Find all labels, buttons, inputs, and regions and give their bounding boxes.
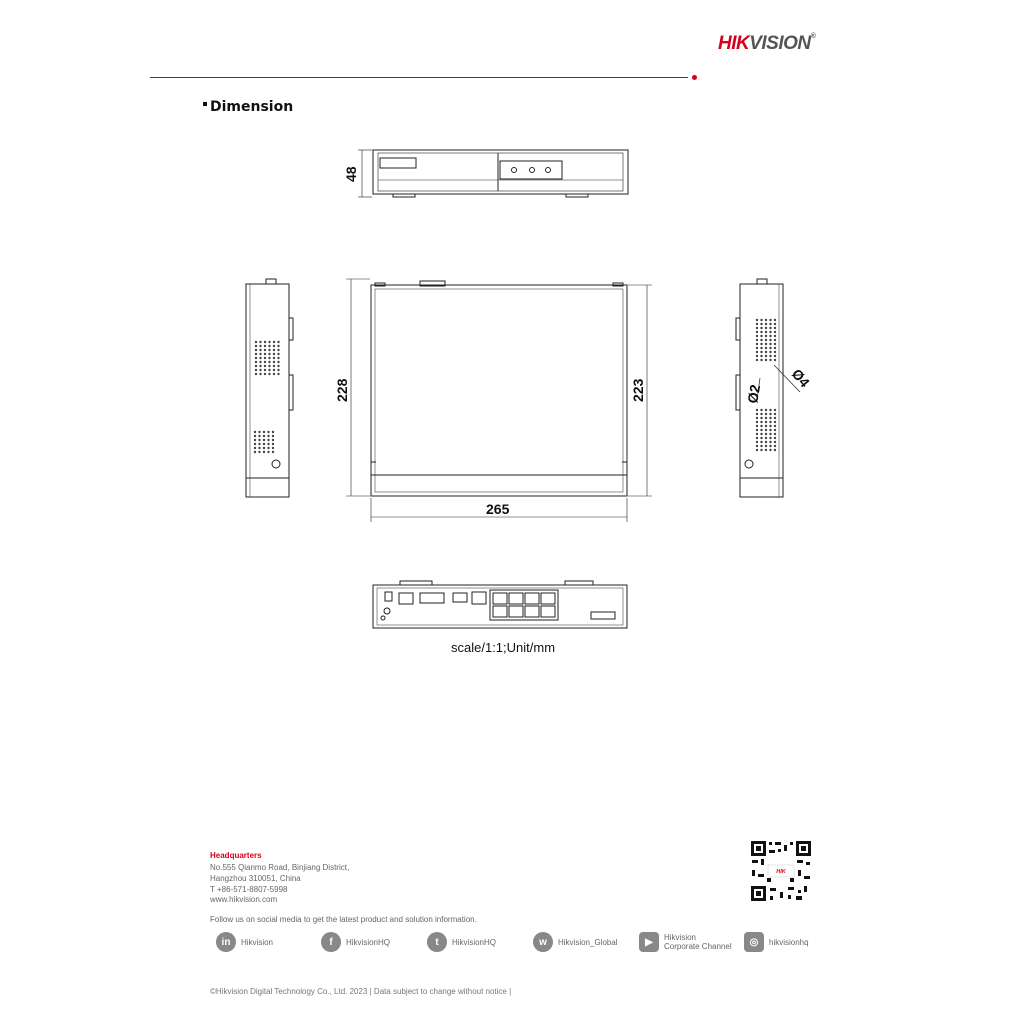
vent-hole (756, 331, 758, 333)
height-label: 48 (343, 166, 359, 182)
copyright: ©Hikvision Digital Technology Co., Ltd. 2023 | Data subject to change without notice | (210, 987, 512, 996)
vent-hole (264, 341, 266, 343)
vent-hole (258, 447, 260, 449)
vent-hole (765, 425, 767, 427)
social-label: Hikvision Corporate Channel (664, 933, 732, 951)
vent-hole (264, 361, 266, 363)
vent-hole (774, 359, 776, 361)
hole-large-label: Ø4 (788, 365, 813, 391)
vent-hole (765, 355, 767, 357)
vent-hole (259, 365, 261, 367)
vent-hole (769, 417, 771, 419)
vent-hole (756, 441, 758, 443)
vent-hole (760, 409, 762, 411)
vent-hole (774, 437, 776, 439)
vent-hole (765, 437, 767, 439)
vent-hole (774, 433, 776, 435)
wechat-icon: w (533, 932, 553, 952)
vent-hole (774, 347, 776, 349)
scale-note: scale/1:1;Unit/mm (451, 640, 556, 655)
vent-hole (273, 369, 275, 371)
vent-hole (756, 323, 758, 325)
vent-hole (774, 445, 776, 447)
vent-hole (774, 429, 776, 431)
vent-hole (264, 349, 266, 351)
vent-hole (760, 327, 762, 329)
vent-hole (774, 441, 776, 443)
vent-hole (258, 431, 260, 433)
vent-hole (774, 355, 776, 357)
depth-label: 228 (334, 378, 350, 402)
social-instagram[interactable] (744, 931, 809, 953)
vent-hole (774, 417, 776, 419)
vent-hole (267, 435, 269, 437)
vent-hole (756, 437, 758, 439)
vent-hole (267, 431, 269, 433)
vent-hole (760, 347, 762, 349)
qr-brand-mark: HIK (776, 869, 786, 875)
facebook-icon: f (321, 932, 341, 952)
vent-hole (765, 433, 767, 435)
social-wechat[interactable] (533, 931, 618, 953)
vent-hole (273, 353, 275, 355)
vent-hole (277, 365, 279, 367)
vent-hole (277, 361, 279, 363)
vent-hole (267, 443, 269, 445)
vent-hole (255, 341, 257, 343)
hikvision-logo: HIKVISION® (718, 33, 816, 54)
vent-hole (756, 335, 758, 337)
vent-hole (268, 357, 270, 359)
vent-hole (774, 449, 776, 451)
vent-hole (760, 449, 762, 451)
vent-hole (769, 441, 771, 443)
vent-hole (273, 357, 275, 359)
vent-hole (765, 327, 767, 329)
vent-hole (259, 369, 261, 371)
vent-hole (769, 323, 771, 325)
vent-hole (774, 319, 776, 321)
vent-hole (263, 435, 265, 437)
vent-hole (769, 339, 771, 341)
vent-hole (268, 373, 270, 375)
vent-hole (769, 351, 771, 353)
vent-hole (273, 341, 275, 343)
vent-hole (760, 437, 762, 439)
vent-hole (254, 435, 256, 437)
vent-hole (769, 355, 771, 357)
vent-hole (756, 445, 758, 447)
social-label: hikvisionhq (769, 937, 809, 947)
vent-hole (769, 429, 771, 431)
vent-hole (756, 449, 758, 451)
vent-hole (756, 429, 758, 431)
vent-hole (769, 449, 771, 451)
vent-hole (267, 447, 269, 449)
vent-hole (277, 353, 279, 355)
vent-hole (255, 349, 257, 351)
vent-hole (760, 421, 762, 423)
social-twitter[interactable] (427, 931, 496, 953)
vent-hole (268, 341, 270, 343)
social-linkedin[interactable] (216, 931, 273, 953)
vent-hole (254, 431, 256, 433)
vent-hole (277, 341, 279, 343)
vent-hole (258, 435, 260, 437)
vent-hole (255, 345, 257, 347)
vent-hole (760, 335, 762, 337)
instagram-icon: ◎ (744, 932, 764, 952)
vent-hole (760, 425, 762, 427)
vent-hole (774, 351, 776, 353)
vent-hole (255, 365, 257, 367)
vent-hole (259, 357, 261, 359)
vent-hole (769, 421, 771, 423)
vent-hole (765, 417, 767, 419)
vent-hole (756, 343, 758, 345)
vent-hole (273, 361, 275, 363)
vent-hole (264, 345, 266, 347)
follow-text: Follow us on social media to get the latest product and solution information. (210, 915, 477, 924)
vent-hole (263, 447, 265, 449)
vent-hole (765, 409, 767, 411)
vent-hole (756, 355, 758, 357)
vent-hole (765, 351, 767, 353)
vent-hole (769, 409, 771, 411)
width-label: 265 (486, 501, 510, 517)
vent-hole (769, 425, 771, 427)
vent-hole (756, 409, 758, 411)
vent-hole (258, 439, 260, 441)
inner-depth-label: 223 (630, 378, 646, 402)
vent-hole (760, 413, 762, 415)
vent-hole (765, 335, 767, 337)
vent-hole (267, 451, 269, 453)
vent-hole (268, 345, 270, 347)
vent-hole (774, 331, 776, 333)
vent-hole (769, 437, 771, 439)
vent-hole (756, 339, 758, 341)
vent-hole (273, 349, 275, 351)
vent-hole (264, 365, 266, 367)
vent-hole (760, 355, 762, 357)
vent-hole (258, 443, 260, 445)
vent-hole (756, 413, 758, 415)
vent-hole (760, 339, 762, 341)
rear-view (373, 581, 627, 628)
vent-hole (769, 413, 771, 415)
vent-hole (264, 353, 266, 355)
vent-hole (765, 413, 767, 415)
vent-hole (267, 439, 269, 441)
vent-hole (268, 361, 270, 363)
vent-hole (760, 433, 762, 435)
hole-small-label: Ø2 (744, 383, 764, 405)
section-title: Dimension (203, 99, 293, 115)
vent-hole (263, 451, 265, 453)
vent-hole (760, 323, 762, 325)
vent-hole (277, 345, 279, 347)
vent-hole (756, 425, 758, 427)
hq-address-line: No.555 Qianmo Road, Binjiang District, (210, 863, 350, 872)
linkedin-icon: in (216, 932, 236, 952)
social-facebook[interactable] (321, 931, 390, 953)
vent-hole (272, 431, 274, 433)
vent-hole (765, 339, 767, 341)
social-youtube[interactable] (639, 931, 732, 953)
social-label: Hikvision_Global (558, 937, 618, 947)
vent-hole (756, 417, 758, 419)
vent-hole (765, 421, 767, 423)
vent-hole (254, 443, 256, 445)
vent-hole (259, 373, 261, 375)
vent-hole (765, 323, 767, 325)
vent-hole (264, 357, 266, 359)
vent-hole (769, 343, 771, 345)
vent-hole (769, 359, 771, 361)
vent-hole (255, 357, 257, 359)
vent-hole (774, 413, 776, 415)
vent-hole (756, 359, 758, 361)
vent-hole (259, 349, 261, 351)
vent-hole (268, 353, 270, 355)
vent-hole (756, 327, 758, 329)
social-label: HikvisionHQ (346, 937, 391, 947)
front-view (358, 150, 628, 197)
hq-title: Headquarters (210, 851, 262, 860)
vent-hole (263, 443, 265, 445)
vent-hole (254, 447, 256, 449)
hq-address-line: Hangzhou 310051, China (210, 874, 301, 883)
vent-hole (756, 319, 758, 321)
vent-hole (769, 433, 771, 435)
vent-hole (263, 431, 265, 433)
vent-hole (264, 373, 266, 375)
vent-hole (774, 335, 776, 337)
vent-hole (277, 349, 279, 351)
vent-hole (765, 319, 767, 321)
vent-hole (774, 421, 776, 423)
hq-website[interactable]: www.hikvision.com (210, 895, 278, 904)
vent-hole (769, 347, 771, 349)
top-view (346, 279, 652, 522)
vent-hole (769, 331, 771, 333)
vent-hole (760, 445, 762, 447)
vent-hole (760, 417, 762, 419)
social-label: Hikvision (241, 937, 274, 947)
vent-hole (760, 351, 762, 353)
vent-hole (254, 451, 256, 453)
vent-hole (760, 319, 762, 321)
vent-hole (273, 365, 275, 367)
vent-hole (268, 349, 270, 351)
vent-hole (769, 335, 771, 337)
vent-hole (263, 439, 265, 441)
vent-hole (268, 369, 270, 371)
qr-code[interactable] (750, 840, 812, 902)
social-label: HikvisionHQ (452, 937, 497, 947)
vent-hole (774, 425, 776, 427)
vent-hole (277, 369, 279, 371)
vent-hole (272, 443, 274, 445)
vent-hole (273, 345, 275, 347)
vent-hole (760, 441, 762, 443)
vent-hole (258, 451, 260, 453)
vent-hole (765, 445, 767, 447)
vent-patterns (254, 319, 776, 453)
vent-hole (255, 373, 257, 375)
vent-hole (272, 435, 274, 437)
vent-hole (765, 331, 767, 333)
vent-hole (268, 365, 270, 367)
vent-hole (760, 343, 762, 345)
vent-hole (277, 357, 279, 359)
vent-hole (259, 341, 261, 343)
vent-hole (765, 343, 767, 345)
vent-hole (273, 373, 275, 375)
vent-hole (769, 445, 771, 447)
vent-hole (255, 353, 257, 355)
vent-hole (756, 421, 758, 423)
vent-hole (255, 361, 257, 363)
vent-hole (254, 439, 256, 441)
left-side-view (246, 279, 293, 497)
youtube-icon: ▶ (639, 932, 659, 952)
vent-hole (765, 429, 767, 431)
vent-hole (760, 331, 762, 333)
vent-hole (769, 319, 771, 321)
vent-hole (765, 359, 767, 361)
right-side-view (736, 279, 800, 497)
vent-hole (769, 327, 771, 329)
vent-hole (760, 359, 762, 361)
vent-hole (774, 409, 776, 411)
vent-hole (259, 361, 261, 363)
vent-hole (756, 433, 758, 435)
vent-hole (264, 369, 266, 371)
vent-hole (272, 447, 274, 449)
vent-hole (756, 351, 758, 353)
vent-hole (277, 373, 279, 375)
vent-hole (259, 353, 261, 355)
vent-hole (774, 327, 776, 329)
vent-hole (765, 441, 767, 443)
vent-hole (756, 347, 758, 349)
hq-phone: T +86-571-8807-5998 (210, 885, 288, 894)
vent-hole (760, 429, 762, 431)
vent-hole (272, 451, 274, 453)
vent-hole (255, 369, 257, 371)
vent-hole (272, 439, 274, 441)
vent-hole (765, 347, 767, 349)
twitter-icon: t (427, 932, 447, 952)
vent-hole (259, 345, 261, 347)
vent-hole (765, 449, 767, 451)
vent-hole (774, 339, 776, 341)
vent-hole (774, 323, 776, 325)
vent-hole (774, 343, 776, 345)
